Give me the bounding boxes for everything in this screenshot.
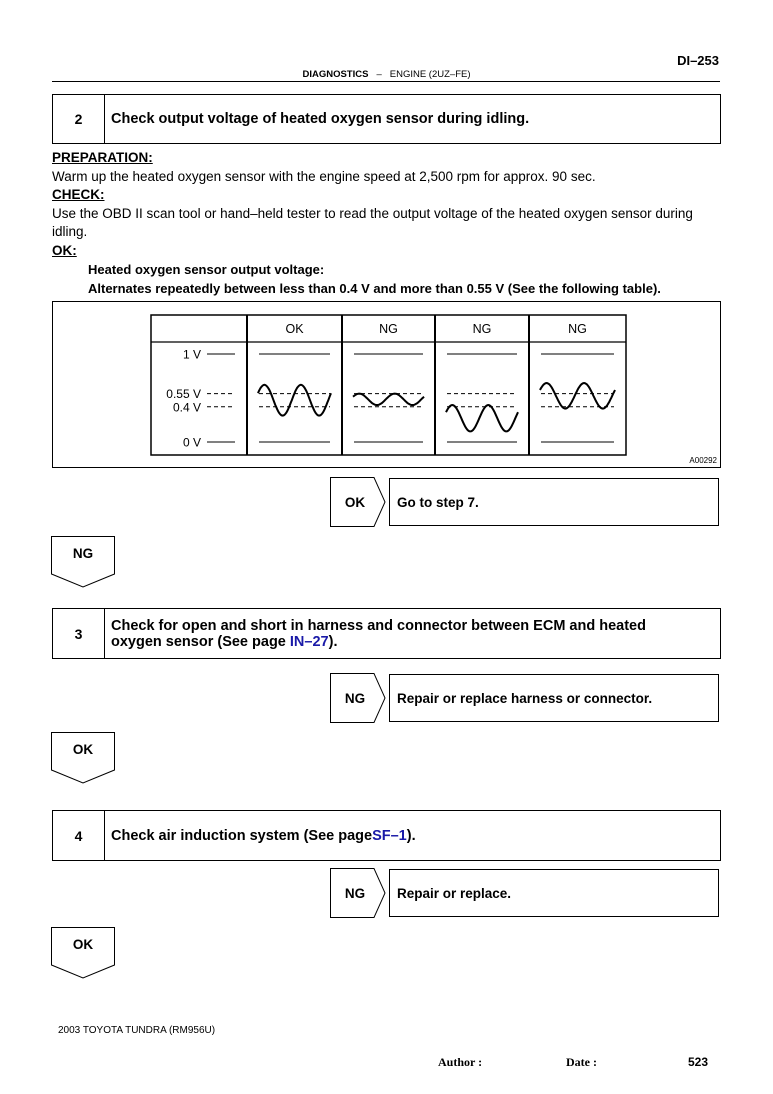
column-header: NG [472, 322, 492, 336]
column-header: OK [285, 322, 304, 336]
check-label: CHECK: [52, 187, 105, 202]
page-id: DI–253 [677, 53, 719, 68]
page-link-sf-1[interactable]: SF–1 [372, 827, 407, 844]
step-number: 2 [53, 95, 105, 143]
result-tag-label: NG [344, 690, 366, 706]
table-grid [151, 315, 626, 455]
step-title-text: Check air induction system (See page [111, 827, 373, 844]
arrow-down-tag-icon [51, 927, 115, 979]
preparation-label: PREPARATION: [52, 150, 153, 165]
step-number: 3 [53, 609, 105, 658]
ng-result-text: Repair or replace. [389, 869, 719, 917]
down-tag-label: OK [72, 742, 94, 757]
footer-date: Date : [566, 1055, 597, 1069]
check-text-line-2: idling. [52, 224, 88, 239]
down-tag-label: OK [72, 937, 94, 952]
ng-flow-tag [51, 536, 115, 588]
step-title [111, 811, 712, 860]
step-3-box [52, 608, 721, 659]
footer-author: Author : [438, 1055, 483, 1069]
result-tag-label: NG [344, 885, 366, 901]
step-title: Check output voltage of heated oxygen sensor during idling. [111, 111, 530, 127]
footer-model: 2003 TOYOTA TUNDRA (RM956U) [58, 1025, 216, 1036]
step-title-text-end: ). [406, 827, 416, 844]
ok-result-text: Go to step 7. [389, 478, 719, 526]
check-text-line-1: Use the OBD II scan tool or hand–held tester to read the output voltage of the heated oxygen sensor during [52, 206, 693, 221]
down-tag-label: NG [72, 546, 94, 561]
subsection-title: ENGINE (2UZ–FE) [389, 69, 471, 80]
result-tag-label: OK [344, 494, 366, 510]
row-label: 0.4 V [172, 400, 201, 415]
footer-page-number: 523 [688, 1055, 709, 1069]
ok-spec-line-2: Alternates repeatedly between less than 0.4 V and more than 0.55 V (See the following table). [88, 281, 661, 296]
step-2-box [52, 94, 721, 144]
ok-result-tag [330, 477, 386, 527]
column-header: NG [379, 322, 398, 336]
step-title-line-1: Check for open and short in harness and connector between ECM and heated [111, 617, 646, 634]
ng-result-text: Repair or replace harness or connector. [389, 674, 719, 722]
header-rule [52, 81, 720, 82]
figure-code: A00292 [689, 456, 717, 465]
ok-label: OK: [52, 243, 77, 258]
step-number: 4 [53, 811, 105, 860]
ok-flow-tag [51, 927, 115, 979]
arrow-down-tag-icon [51, 732, 115, 784]
section-title: DIAGNOSTICS [302, 69, 369, 80]
row-label: 1 V [182, 347, 201, 362]
step-title-text-end: ). [328, 633, 338, 650]
ok-spec-line-1: Heated oxygen sensor output voltage: [88, 262, 325, 277]
ng-result-tag [330, 673, 386, 723]
section-header [0, 69, 773, 80]
column-header: NG [568, 322, 587, 336]
ng-result-tag [330, 868, 386, 918]
step-title [111, 609, 712, 658]
arrow-down-tag-icon [51, 536, 115, 588]
step-title-text: oxygen sensor (See page [111, 633, 290, 650]
section-separator: – [376, 69, 382, 80]
table-border [151, 315, 626, 455]
step-4-box [52, 810, 721, 861]
row-label: 0 V [182, 435, 201, 450]
voltage-table-figure [150, 314, 628, 458]
row-label: 0.55 V [166, 387, 201, 402]
ok-flow-tag [51, 732, 115, 784]
page-link-in-27[interactable]: IN–27 [289, 633, 329, 650]
preparation-text: Warm up the heated oxygen sensor with the engine speed at 2,500 rpm for approx. 90 sec. [52, 169, 596, 184]
step-title-line-2 [111, 634, 337, 650]
